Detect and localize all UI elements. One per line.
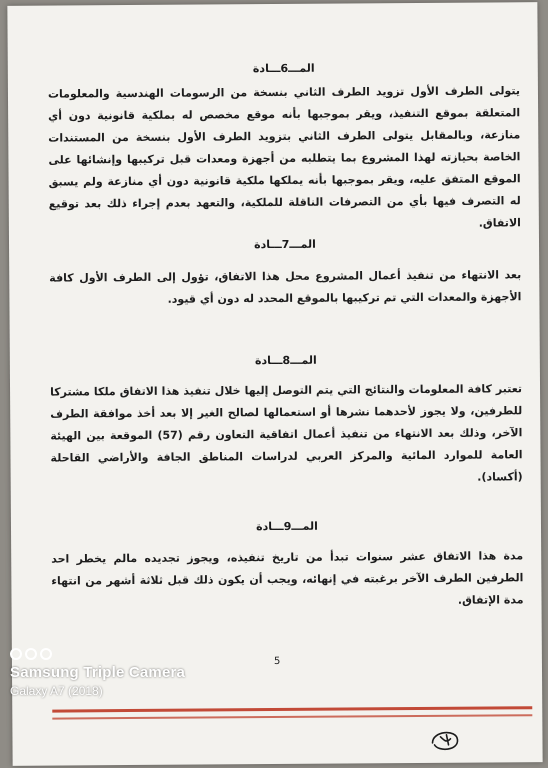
watermark-model: Galaxy A7 (2018) bbox=[10, 684, 103, 698]
camera-watermark bbox=[10, 648, 185, 698]
page-number: 5 bbox=[273, 655, 281, 668]
document-body bbox=[47, 2, 524, 607]
article-9-heading: المـــ9ـــادة bbox=[256, 519, 318, 534]
article-6-text: يتولى الطرف الأول تزويد الطرف الثاني بنسخة من الرسومات الهندسية والمعلومات المتعلقة بموقع التنفيذ، ويقر بموجبها بأنه موقع مخصص له بملكية قانونية دون أي منازعة، وبالمقابل يتولى الطرف الثاني بتزويد الطرف الأول بنسخة من المستندات الخاصة بحيازته لهذا المشروع بما يتطلبه من أجهزة ومعدات قبل تركيبها وإنشائها على الموقع المتفق عليه، ويقر بموجبها بأنه يملكها ملكية قانونية دون أي منازعة ولم يسبق له التصرف فيها بأي من التصرفات الناقلة للملكية، والتعهد بعدم إجراء ذلك بعد توقيع الاتفاق. bbox=[47, 84, 521, 230]
article-9-text: مدة هذا الاتفاق عشر سنوات تبدأ من تاريخ تنفيذه، ويجوز تجديده مالم يخطر احد الطرفين الطرف الآخر برغبته في إنهائه، ويجب أن يكون ذلك قبل ثلاثة أشهر من انتهاء مدة الإتفاق. bbox=[51, 549, 524, 607]
handwritten-initial-mark bbox=[426, 725, 462, 755]
article-8-heading: المـــ8ـــادة bbox=[254, 353, 317, 368]
watermark-brand: Samsung Triple Camera bbox=[10, 664, 186, 681]
article-6-heading: المـــ6ـــادة bbox=[252, 61, 315, 76]
article-7-heading: المـــ7ـــادة bbox=[254, 237, 316, 252]
triple-camera-icon bbox=[10, 648, 185, 660]
footer-line-top bbox=[52, 706, 532, 712]
footer-line-bottom bbox=[52, 714, 532, 719]
article-7-text: بعد الانتهاء من تنفيذ أعمال المشروع محل هذا الاتفاق، تؤول إلى الطرف الأول كافة الأجهزة والمعدات التي تم تركيبها بالموقع المحدد له دون أي قيود. bbox=[49, 268, 522, 306]
article-8-text: تعتبر كافة المعلومات والنتائج التي يتم التوصل إليها خلال تنفيذ هذا الاتفاق ملكا مشتركا للطرفين، ولا يجوز لأحدهما نشرها أو استعمالها لصالح الغير إلا بعد أخذ موافقة الطرف الآخر، وذلك بعد الانتهاء من تنفيذ أعمال اتفاقية التعاون رقم (57) الموقعة بين الهيئة العامة للموارد المائية والمركز العربي لدراسات المناطق الجافة والأراضي القاحلة (أكساد). bbox=[50, 382, 523, 484]
